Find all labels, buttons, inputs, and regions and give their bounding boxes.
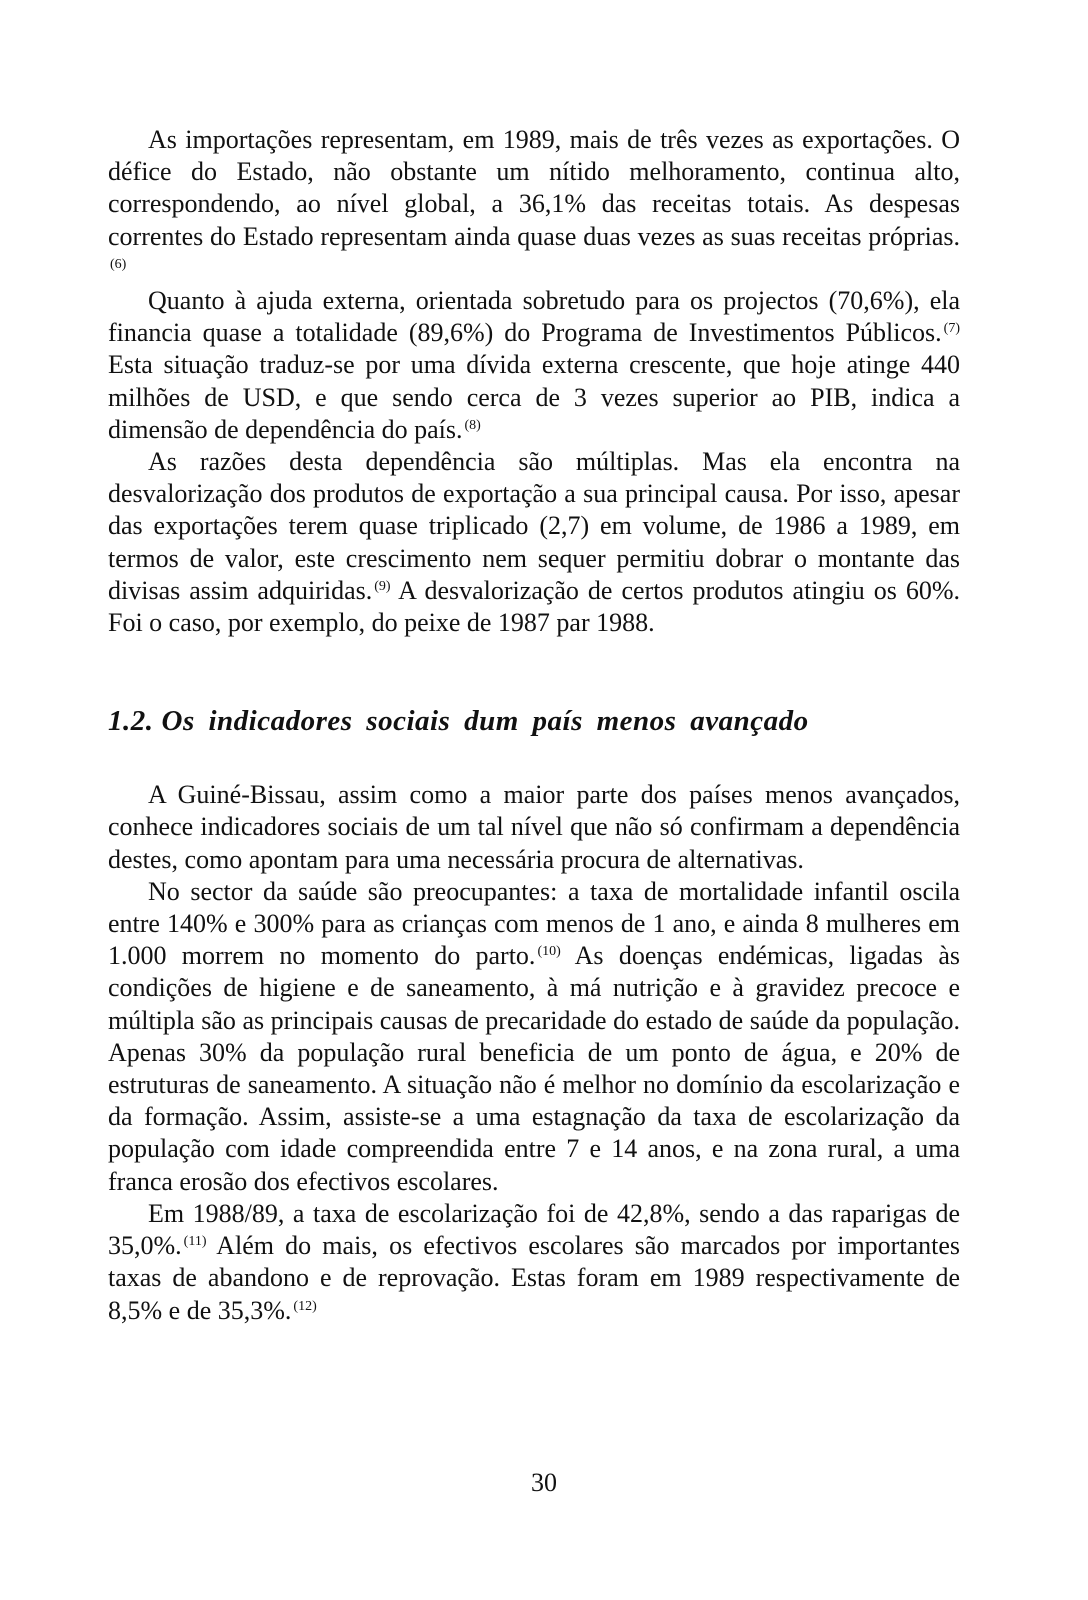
page-number: 30 [531,1468,557,1497]
footnote-ref: (6) [110,256,127,272]
footnote-ref: (11) [183,1234,207,1250]
footnote-ref: (8) [464,417,481,433]
paragraph-external-aid [108,285,960,446]
paragraph-text: Esta situação traduz-se por uma dívida externa crescente, que hoje atinge 440 milhões de USD, e que sendo cerca de 3 vezes superior ao PIB, indica a dimensão de dependência do país. [108,350,960,444]
paragraph-text: Em 1988/89, a taxa de escolarização foi de 42,8%, sendo a das raparigas de 35,0%. [108,1198,960,1261]
paragraph-text: As razões desta dependência são múltiplas. Mas ela encontra na desvalorização dos produtos de exportação a sua principal causa. Por isso, apesar das exportações terem quase triplicado (2,7) em volume, de 1986 a 1989, em termos de valor, este crescimento nem sequer permitiu dobrar o montante das divisas assim adquiridas. [108,447,960,605]
paragraph-health-sector [108,876,960,1198]
footnote-ref: (12) [293,1298,317,1314]
footnote-ref: (9) [374,578,391,594]
paragraph-social-indicators [108,779,960,876]
paragraph-text: As importações representam, em 1989, mais de três vezes as exportações. O défice do Estado, não obstante um nítido melhoramento, continua alto, correspondendo, ao nível global, a 36,1% das receitas totais. As despesas correntes do Estado representam ainda quase duas vezes as suas receitas próprias. [108,125,960,251]
paragraph-text: A Guiné-Bissau, assim como a maior parte dos países menos avançados, conhece indicadores sociais de um tal nível que não só confirmam a dependência destes, como apontam para uma necessária procura de alternativas. [108,780,960,874]
paragraph-text: Além do mais, os efectivos escolares são marcados por importantes taxas de abandono e de reprovação. Estas foram em 1989 respectivamente de 8,5% e de 35,3%. [108,1231,960,1325]
footnote-ref: (10) [537,944,561,960]
section-heading [108,703,960,739]
paragraph-text: As doenças endémicas, ligadas às condições de higiene e de saneamento, à má nutrição e à gravidez precoce e múltipla são as principais causas de precaridade do estado de saúde da população. Apenas 30% da população rural beneficia de um ponto de água, e 20% de estruturas de saneamento. A situação não é melhor no domínio da escolarização e da formação. Assim, assiste-se a uma estagnação da taxa de escolarização da população com idade compreendida entre 7 e 14 anos, e na zona rural, a uma franca erosão dos efectivos escolares. [108,941,960,1196]
paragraph-text: No sector da saúde são preocupantes: a taxa de mortalidade infantil oscila entre 140% e 300% para as crianças com menos de 1 ano, e ainda 8 mulheres em 1.000 morrem no momento do parto. [108,876,960,971]
paragraph-text: A desvalorização de certos produtos atingiu os 60%. Foi o caso, por exemplo, do peixe de 1987 par 1988. [108,575,960,638]
paragraph-schooling-rate [108,1198,960,1327]
paragraph-imports [108,124,960,285]
section-number: 1.2. [108,705,154,738]
section-title: Os indicadores sociais dum país menos avançado [161,705,809,738]
footnote-ref: (7) [943,321,960,337]
page-body [108,124,960,1327]
paragraph-dependency-causes [108,446,960,639]
paragraph-text: Quanto à ajuda externa, orientada sobretudo para os projectos (70,6%), ela financia quase a totalidade (89,6%) do Programa de Investimentos Públicos. [108,286,960,348]
